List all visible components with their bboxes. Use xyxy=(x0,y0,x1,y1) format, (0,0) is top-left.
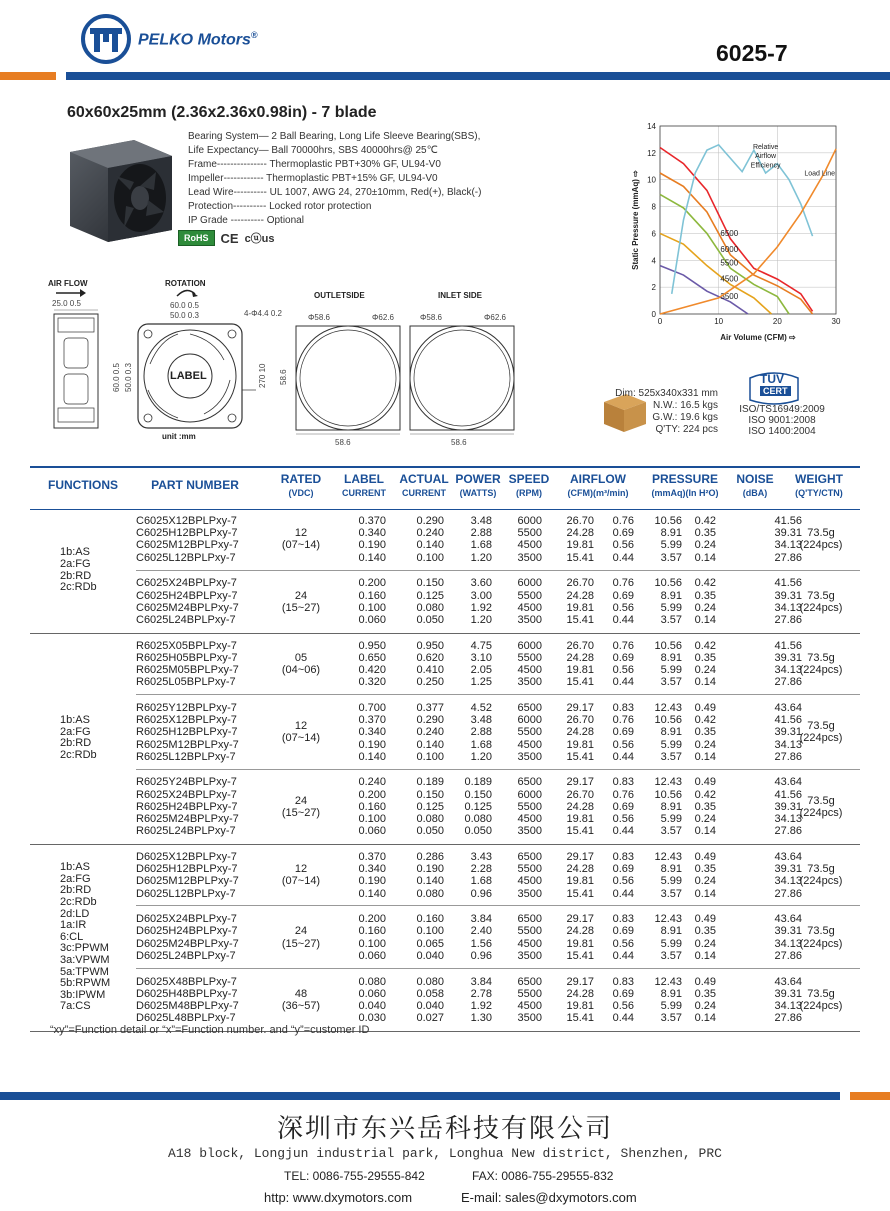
column-header-title: AIRFLOW xyxy=(570,472,626,486)
cell-mmaq: 12.43 8.91 5.99 3.57 xyxy=(654,850,682,900)
inlet-width-dim: 58.6 xyxy=(451,438,467,447)
frame-width-dim: 60.0 0.5 xyxy=(170,301,199,310)
cell-power: 0.189 0.150 0.125 0.080 0.050 xyxy=(464,776,492,838)
cell-m3: 0.76 0.69 0.56 0.44 xyxy=(612,577,634,626)
cell-rated: 05 (04~06) xyxy=(281,651,321,676)
column-header-title: NOISE xyxy=(736,472,774,486)
cell-m3: 0.83 0.69 0.56 0.44 xyxy=(612,913,634,962)
series-label: 3500 xyxy=(720,291,739,301)
cell-parts: D6025X48BPLPxy-7 D6025H48BPLPxy-7 D6025M48BPLPxy-7 D6025L48BPLPxy-7 xyxy=(136,975,239,1025)
header-bar xyxy=(66,72,890,80)
group-divider xyxy=(136,570,860,571)
cell-m3: 0.83 0.69 0.56 0.44 xyxy=(612,975,634,1025)
fax: FAX: 0086-755-29555-832 xyxy=(472,1169,614,1183)
pelko-logo xyxy=(80,14,132,64)
outlet-height-dim: 58.6 xyxy=(279,369,288,385)
column-header-title: SPEED xyxy=(508,472,550,486)
tuv-text: TÜV xyxy=(760,372,784,386)
annotation-efficiency: Efficiency xyxy=(750,162,781,170)
column-header xyxy=(550,472,646,498)
annotation-load-line: Load Line xyxy=(804,170,836,178)
function-codes: 1b:AS 2a:FG 2b:RD 2c:RDb xyxy=(60,546,97,594)
cell-noise: 43.64 41.56 39.31 34.13 27.86 xyxy=(774,701,802,763)
iso-line: ISO 1400:2004 xyxy=(748,426,816,437)
cell-mmaq: 10.56 8.91 5.99 3.57 xyxy=(654,639,682,689)
cell-noise: 43.64 39.31 34.13 27.86 xyxy=(774,913,802,962)
spec-line: Protection---------- Locked rotor protection xyxy=(188,201,372,212)
cell-rated: 24 (15~27) xyxy=(281,925,321,950)
cell-label: 0.370 0.340 0.190 0.140 xyxy=(358,850,386,900)
iso-line: ISO/TS16949:2009 xyxy=(739,404,825,415)
hole-span-dim: 50.0 0.3 xyxy=(170,311,199,320)
cell-m3: 0.76 0.69 0.56 0.44 xyxy=(612,639,634,689)
air-flow-arrow-icon xyxy=(56,289,86,297)
cell-noise: 43.64 39.31 34.13 27.86 xyxy=(774,850,802,900)
column-header-unit: (dBA) xyxy=(742,488,768,498)
column-header-unit: (CFM)(m³/min) xyxy=(567,488,629,498)
rotation-label: ROTATION xyxy=(165,279,206,288)
cell-parts: R6025Y12BPLPxy-7 R6025X12BPLPxy-7 R6025H12BPLPxy-7 R6025M12BPLPxy-7 R6025L12BPLPxy-7 xyxy=(136,701,239,763)
inlet-side-label: INLET SIDE xyxy=(438,291,483,300)
plot-frame xyxy=(660,126,836,314)
cell-cfm: 29.17 24.28 19.81 15.41 xyxy=(566,975,594,1025)
cell-rated: 12 (07~14) xyxy=(281,527,321,552)
y-tick-label: 0 xyxy=(651,310,656,319)
inlet-outer-diameter: Φ62.6 xyxy=(484,313,506,322)
cell-rated: 12 (07~14) xyxy=(281,720,321,745)
cell-weight: 73.5g (224pcs) xyxy=(799,794,843,819)
column-header-unit: CURRENT xyxy=(402,488,446,498)
air-flow-label: AIR FLOW xyxy=(48,279,88,288)
cell-mmaq: 12.43 10.56 8.91 5.99 3.57 xyxy=(654,776,682,838)
cell-mmaq: 10.56 8.91 5.99 3.57 xyxy=(654,515,682,564)
cell-label: 0.370 0.340 0.190 0.140 xyxy=(358,515,386,564)
y-tick-label: 4 xyxy=(651,256,656,266)
cell-cfm: 29.17 24.28 19.81 15.41 xyxy=(566,913,594,962)
cell-speed: 6500 5500 4500 3500 xyxy=(517,850,542,900)
cell-power: 4.52 3.48 2.88 1.68 1.20 xyxy=(470,701,492,763)
cell-cfm: 29.17 26.70 24.28 19.81 15.41 xyxy=(566,776,594,838)
rotation-arrow-icon xyxy=(175,286,199,298)
outlet-side-label: OUTLETSIDE xyxy=(314,291,365,300)
column-header xyxy=(784,472,854,498)
brand-name: PELKO Motors® xyxy=(138,30,258,49)
cell-speed: 6500 6000 5500 4500 3500 xyxy=(517,701,542,763)
cell-mmaq: 12.43 10.56 8.91 5.99 3.57 xyxy=(654,701,682,763)
cell-actual: 0.290 0.240 0.140 0.100 xyxy=(416,515,444,564)
cell-noise: 43.64 41.56 39.31 34.13 27.86 xyxy=(774,776,802,838)
cell-m3: 0.83 0.69 0.56 0.44 xyxy=(612,850,634,900)
fan-product-photo xyxy=(64,134,176,244)
product-size-title: 60x60x25mm (2.36x2.36x0.98in) - 7 blade xyxy=(67,104,377,121)
function-codes: 1b:AS 2a:FG 2b:RD 2c:RDb 2d:LD 1a:IR 6:CL 3c:PPWM 3a:VPWM 5a:TPWM 5b:RPWM 3b:IPWM 7a:CS xyxy=(60,861,111,1013)
company-address: A18 block, Longjun industrial park, Longhua New district, Shenzhen, PRC xyxy=(168,1146,722,1161)
cell-weight: 73.5g (224pcs) xyxy=(799,925,843,950)
footnote: “xy”=Function detail or “x”=Function number. and “y”=customer ID xyxy=(50,1024,370,1036)
series-label: 6000 xyxy=(720,244,739,254)
cell-cfm: 26.70 24.28 19.81 15.41 xyxy=(566,515,594,564)
group-divider xyxy=(136,769,860,770)
cell-inh2o: 0.42 0.35 0.24 0.14 xyxy=(694,639,716,689)
column-header-title: PART NUMBER xyxy=(151,478,239,492)
cell-label: 0.080 0.060 0.040 0.030 xyxy=(358,975,386,1025)
cell-mmaq: 10.56 8.91 5.99 3.57 xyxy=(654,577,682,626)
cell-parts: D6025X24BPLPxy-7 D6025H24BPLPxy-7 D6025M24BPLPxy-7 D6025L24BPLPxy-7 xyxy=(136,913,239,962)
cell-rated: 48 (36~57) xyxy=(281,987,321,1012)
column-header xyxy=(640,472,730,498)
y-tick-label: 14 xyxy=(647,122,656,131)
cell-noise: 41.56 39.31 34.13 27.86 xyxy=(774,577,802,626)
table-top-rule xyxy=(30,466,860,468)
cell-label: 0.240 0.200 0.160 0.100 0.060 xyxy=(358,776,386,838)
iso-line: ISO 9001:2008 xyxy=(748,415,816,426)
inlet-inner-diameter: Φ58.6 xyxy=(420,313,442,322)
side-width-dim: 25.0 0.5 xyxy=(52,299,81,308)
column-header-title: WEIGHT xyxy=(795,472,843,486)
cell-power: 3.43 2.28 1.68 0.96 xyxy=(470,850,492,900)
column-header xyxy=(338,472,390,498)
cell-inh2o: 0.42 0.35 0.24 0.14 xyxy=(694,515,716,564)
column-header-unit: (VDC) xyxy=(288,488,314,498)
y-tick-label: 10 xyxy=(647,175,656,185)
column-header xyxy=(396,472,452,498)
cell-speed: 6500 5500 4500 3500 xyxy=(517,913,542,962)
cell-rated: 24 (15~27) xyxy=(281,589,321,614)
column-header xyxy=(136,478,254,492)
column-header-title: FUNCTIONS xyxy=(48,478,118,492)
cell-weight: 73.5g (224pcs) xyxy=(799,527,843,552)
column-header xyxy=(30,478,136,492)
cell-label: 0.950 0.650 0.420 0.320 xyxy=(358,639,386,689)
x-tick-label: 20 xyxy=(772,317,782,326)
cell-parts: C6025X12BPLPxy-7 C6025H12BPLPxy-7 C6025M12BPLPxy-7 C6025L12BPLPxy-7 xyxy=(136,515,239,564)
series-label: 4500 xyxy=(720,274,739,284)
package-gw: G.W.: 19.6 kgs xyxy=(652,412,718,423)
cell-cfm: 26.70 24.28 19.81 15.41 xyxy=(566,639,594,689)
cert-badges xyxy=(178,230,275,246)
section-divider xyxy=(30,844,860,845)
package-dim: Dim: 525x340x331 mm xyxy=(615,388,718,399)
column-header-unit: (mmAq)(In H²O) xyxy=(651,488,719,498)
column-header-title: POWER xyxy=(455,472,501,486)
series-line xyxy=(672,145,813,294)
column-header xyxy=(452,472,504,498)
outlet-inlet-drawings xyxy=(292,322,522,436)
cell-power: 3.60 3.00 1.92 1.20 xyxy=(470,577,492,626)
annotation-efficiency: Relative xyxy=(752,143,779,151)
fan-side-view-drawing xyxy=(46,308,108,433)
column-header-title: ACTUAL xyxy=(399,472,449,486)
spec-line: IP Grade ---------- Optional xyxy=(188,215,304,226)
cert-text: CERT xyxy=(760,386,791,396)
cell-actual: 0.189 0.150 0.125 0.080 0.050 xyxy=(416,776,444,838)
group-divider xyxy=(136,694,860,695)
spec-line: Lead Wire---------- UL 1007, AWG 24, 270±10mm, Red(+), Black(-) xyxy=(188,187,482,198)
cell-actual: 0.080 0.058 0.040 0.027 xyxy=(416,975,444,1025)
y-tick-label: 2 xyxy=(651,283,656,293)
cell-weight: 73.5g (224pcs) xyxy=(799,987,843,1012)
package-info xyxy=(594,388,718,436)
cell-label: 0.700 0.370 0.340 0.190 0.140 xyxy=(358,701,386,763)
cell-inh2o: 0.49 0.42 0.35 0.24 0.14 xyxy=(694,701,716,763)
column-header-unit: (WATTS) xyxy=(459,488,497,498)
section-divider xyxy=(30,633,860,634)
cell-noise: 43.64 39.31 34.13 27.86 xyxy=(774,975,802,1025)
x-axis-label: Air Volume (CFM) ⇨ xyxy=(720,333,796,342)
cell-parts: R6025Y24BPLPxy-7 R6025X24BPLPxy-7 R6025H24BPLPxy-7 R6025M24BPLPxy-7 R6025L24BPLPxy-7 xyxy=(136,776,239,838)
cell-speed: 6500 6000 5500 4500 3500 xyxy=(517,776,542,838)
cell-rated: 24 (15~27) xyxy=(281,794,321,819)
cell-inh2o: 0.49 0.42 0.35 0.24 0.14 xyxy=(694,776,716,838)
cell-weight: 73.5g (224pcs) xyxy=(799,720,843,745)
rohs-badge: RoHS xyxy=(178,230,215,246)
package-qty: Q'TY: 224 pcs xyxy=(655,424,718,435)
pq-performance-chart xyxy=(620,116,850,356)
y-tick-label: 6 xyxy=(651,229,656,239)
cell-parts: R6025X05BPLPxy-7 R6025H05BPLPxy-7 R6025M05BPLPxy-7 R6025L05BPLPxy-7 xyxy=(136,639,239,689)
cell-inh2o: 0.42 0.35 0.24 0.14 xyxy=(694,577,716,626)
lead-wire-dim: 270 10 xyxy=(258,363,267,388)
unit-label: unit :mm xyxy=(162,432,196,441)
annotation-efficiency: Airflow xyxy=(755,153,777,161)
ul-mark: cⓤus xyxy=(244,233,275,245)
cell-inh2o: 0.49 0.35 0.24 0.14 xyxy=(694,850,716,900)
x-tick-label: 0 xyxy=(657,317,663,326)
cell-weight: 73.5g (224pcs) xyxy=(799,589,843,614)
frame-height-dim: 60.0 0.5 xyxy=(112,363,121,392)
column-header-unit: (Q'TY/CTN) xyxy=(795,488,843,498)
cell-cfm: 29.17 24.28 19.81 15.41 xyxy=(566,850,594,900)
package-nw: N.W.: 16.5 kgs xyxy=(652,400,718,411)
header-bar-accent xyxy=(0,72,56,80)
cell-actual: 0.160 0.100 0.065 0.040 xyxy=(416,913,444,962)
cell-speed: 6000 5500 4500 3500 xyxy=(517,639,542,689)
spec-line: Life Expectancy— Ball 70000hrs, SBS 40000hrs@ 25℃ xyxy=(188,145,438,156)
cell-m3: 0.83 0.76 0.69 0.56 0.44 xyxy=(612,701,634,763)
column-header-unit: (RPM) xyxy=(516,488,542,498)
function-codes: 1b:AS 2a:FG 2b:RD 2c:RDb xyxy=(60,714,97,762)
spec-line: Impeller------------ Thermoplastic PBT+15% GF, UL94-V0 xyxy=(188,173,438,184)
telephone: TEL: 0086-755-29555-842 xyxy=(284,1169,425,1183)
cell-power: 4.75 3.10 2.05 1.25 xyxy=(470,639,492,689)
cell-inh2o: 0.49 0.35 0.24 0.14 xyxy=(694,975,716,1025)
series-line xyxy=(660,266,748,314)
outlet-width-dim: 58.6 xyxy=(335,438,351,447)
cell-noise: 41.56 39.31 34.13 27.86 xyxy=(774,639,802,689)
cell-actual: 0.950 0.620 0.410 0.250 xyxy=(416,639,444,689)
y-axis-label: Static Pressure (mmAq) ⇨ xyxy=(631,170,640,270)
cell-power: 3.48 2.88 1.68 1.20 xyxy=(470,515,492,564)
column-header-title: LABEL xyxy=(344,472,384,486)
y-tick-label: 8 xyxy=(651,202,656,212)
spec-line: Frame--------------- Thermoplastic PBT+30% GF, UL94-V0 xyxy=(188,159,441,170)
cell-m3: 0.76 0.69 0.56 0.44 xyxy=(612,515,634,564)
cell-cfm: 29.17 26.70 24.28 19.81 15.41 xyxy=(566,701,594,763)
column-header-title: RATED xyxy=(280,472,322,486)
ce-mark: CE xyxy=(220,230,239,246)
cell-parts: C6025X24BPLPxy-7 C6025H24BPLPxy-7 C6025M24BPLPxy-7 C6025L24BPLPxy-7 xyxy=(136,577,239,626)
hole-height-dim: 50.0 0.3 xyxy=(124,363,133,392)
cell-speed: 6000 5500 4500 3500 xyxy=(517,515,542,564)
cell-parts: D6025X12BPLPxy-7 D6025H12BPLPxy-7 D6025M12BPLPxy-7 D6025L12BPLPxy-7 xyxy=(136,850,239,900)
spec-line: Bearing System— 2 Ball Bearing, Long Life Sleeve Bearing(SBS), xyxy=(188,131,481,142)
iso-certs xyxy=(736,404,828,437)
cell-power: 3.84 2.78 1.92 1.30 xyxy=(470,975,492,1025)
cell-inh2o: 0.49 0.35 0.24 0.14 xyxy=(694,913,716,962)
cell-actual: 0.286 0.190 0.140 0.080 xyxy=(416,850,444,900)
cell-noise: 41.56 39.31 34.13 27.86 xyxy=(774,515,802,564)
column-header-unit: CURRENT xyxy=(342,488,386,498)
cell-label: 0.200 0.160 0.100 0.060 xyxy=(358,913,386,962)
spec-list xyxy=(188,130,481,228)
website-link[interactable]: http: www.dxymotors.com xyxy=(264,1190,413,1205)
table-header-rule xyxy=(30,509,860,510)
cell-actual: 0.377 0.290 0.240 0.140 0.100 xyxy=(416,701,444,763)
y-tick-label: 12 xyxy=(647,148,656,158)
cell-rated: 12 (07~14) xyxy=(281,863,321,888)
column-header-title: PRESSURE xyxy=(651,472,719,486)
footer-bar xyxy=(0,1092,840,1100)
cell-actual: 0.150 0.125 0.080 0.050 xyxy=(416,577,444,626)
series-label: 5500 xyxy=(720,258,739,268)
column-header xyxy=(276,472,326,498)
cell-mmaq: 12.43 8.91 5.99 3.57 xyxy=(654,913,682,962)
column-header xyxy=(730,472,780,498)
x-tick-label: 10 xyxy=(714,317,724,326)
email-link[interactable]: E-mail: sales@dxymotors.com xyxy=(461,1190,637,1205)
footer-bar-accent xyxy=(850,1092,890,1100)
cell-speed: 6000 5500 4500 3500 xyxy=(517,577,542,626)
cell-weight: 73.5g (224pcs) xyxy=(799,651,843,676)
cell-mmaq: 12.43 8.91 5.99 3.57 xyxy=(654,975,682,1025)
series-label: 6500 xyxy=(720,228,739,238)
fan-label-text: LABEL xyxy=(170,370,207,382)
x-tick-label: 30 xyxy=(831,317,841,326)
group-divider xyxy=(136,968,860,969)
cell-label: 0.200 0.160 0.100 0.060 xyxy=(358,577,386,626)
mount-hole-dim: 4-Φ4.4 0.2 xyxy=(244,309,282,318)
outlet-inner-diameter: Φ58.6 xyxy=(308,313,330,322)
model-number: 6025-7 xyxy=(716,40,788,66)
outlet-outer-diameter: Φ62.6 xyxy=(372,313,394,322)
cell-power: 3.84 2.40 1.56 0.96 xyxy=(470,913,492,962)
company-name-cn: 深圳市东兴岳科技有限公司 xyxy=(276,1114,613,1144)
column-header xyxy=(506,472,552,498)
cell-weight: 73.5g (224pcs) xyxy=(799,863,843,888)
cell-cfm: 26.70 24.28 19.81 15.41 xyxy=(566,577,594,626)
group-divider xyxy=(136,905,860,906)
cell-speed: 6500 5500 4500 3500 xyxy=(517,975,542,1025)
cell-m3: 0.83 0.76 0.69 0.56 0.44 xyxy=(612,776,634,838)
